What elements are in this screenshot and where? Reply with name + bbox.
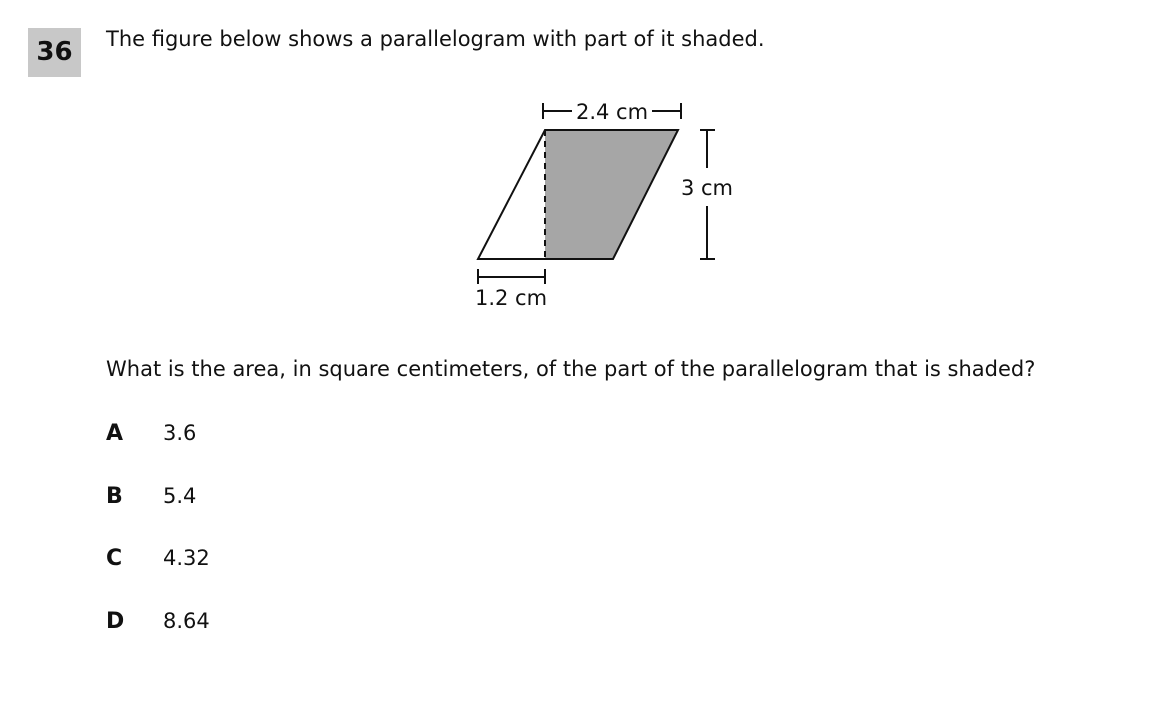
offset-dimension-label: 1.2 cm bbox=[474, 286, 548, 310]
top-dimension-label: 2.4 cm bbox=[575, 100, 649, 124]
parallelogram-figure bbox=[0, 0, 1152, 340]
choice-letter: D bbox=[106, 609, 125, 634]
question-text: What is the area, in square centimeters, of the part of the parallelogram that is shaded? bbox=[106, 357, 1036, 381]
question-number: 36 bbox=[28, 28, 81, 77]
choice-value: 8.64 bbox=[163, 609, 210, 633]
choice-value: 3.6 bbox=[163, 421, 197, 445]
top-dimension bbox=[543, 100, 681, 124]
question-prompt: The figure below shows a parallelogram with part of it shaded. bbox=[106, 27, 765, 51]
height-dimension bbox=[681, 130, 733, 259]
choice-letter: A bbox=[106, 421, 124, 446]
choice-value: 5.4 bbox=[163, 484, 197, 508]
offset-dimension bbox=[475, 269, 547, 310]
choice-letter: B bbox=[106, 484, 123, 509]
choice-letter: C bbox=[106, 546, 123, 571]
height-dimension-label: 3 cm bbox=[680, 176, 734, 200]
choice-value: 4.32 bbox=[163, 546, 210, 570]
shaded-region bbox=[545, 130, 678, 259]
